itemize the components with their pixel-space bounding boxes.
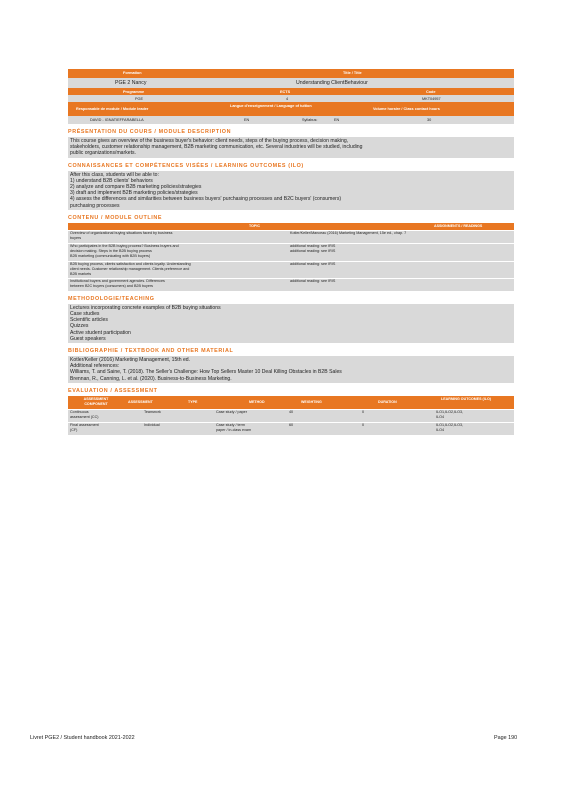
eval-weighting: 40 [289, 409, 294, 414]
title-value: Understanding ClientBehaviour [296, 80, 368, 86]
presentation-title: PRÉSENTATION DU COURS / MODULE DESCRIPTION [68, 129, 232, 135]
eval-outcomes [436, 423, 463, 433]
ilo-line: 2) analyze and compare B2B marketing policies/strategies [70, 184, 202, 191]
table-row [68, 230, 514, 243]
eval-header-component: ASSESSMENT COMPONENT [83, 397, 109, 406]
eval-component-line: (CF) [70, 427, 78, 432]
language-value: EN [244, 118, 250, 122]
eval-method-line: Case study / term [216, 422, 245, 427]
eval-type: Individual [144, 422, 160, 427]
eval-outcomes-line: ILO1,ILO2,ILO3, [436, 422, 464, 427]
ilo-title: CONNAISSANCES ET COMPÉTENCES VISÉES / LEARNING OUTCOMES (ILO) [68, 162, 304, 169]
presentation-line: This course gives an overview of the business buyer's behavior: client needs, steps of the buying process, decision making, [70, 138, 349, 144]
footer-page-number: Page 190 [494, 735, 518, 741]
outline-header-assignments: ASSIGNMENTS / READINGS [434, 224, 483, 229]
eval-title: EVALUATION / ASSESSMENT [68, 387, 158, 394]
eval-method-line: paper / in-class exam [216, 427, 252, 432]
ilo-line: 4) assess the differences and similarities between business buyers' purchasing processes and B2C buyers' (consumers) [70, 196, 342, 203]
ilo-line: 1) understand B2B clients' behaviors [70, 177, 153, 184]
method-body [68, 304, 514, 343]
biblio-line: Brennan, R., Canning, L. et al. (2020). Business-to-Business Marketing. [70, 375, 232, 382]
outline-title: CONTENU / MODULE OUTLINE [68, 214, 163, 221]
outline-assignment [290, 262, 335, 267]
responsable-label: Responsable de module / Module leader [76, 106, 149, 111]
eval-method [216, 423, 251, 433]
method-title: METHODOLOGIE/TEACHING [68, 295, 155, 302]
table-row [68, 261, 514, 278]
footer-handbook: Livret PGE2 / Student handbook 2021-2022 [30, 735, 135, 741]
outline-topic-line: client needs. Customer relationship management. Clients preference and [70, 266, 190, 271]
language-label: Langue d'enseignement / Language of tuition [230, 103, 312, 108]
code-value: MKT04957 [422, 96, 441, 101]
eval-component [70, 410, 98, 420]
ilo-body [68, 171, 514, 210]
method-line: Quizzes [70, 323, 89, 330]
eval-header-method: METHOD [249, 400, 265, 405]
eval-duration: 0 [362, 422, 365, 427]
eval-header-weighting: WEIGHTING [301, 400, 322, 405]
outline-topic-line: Who participates in the B2B buying process? Business buyers and [70, 243, 179, 248]
outline-topic-line: Institutional buyers and government agencies. Differences [70, 278, 165, 283]
ilo-line: purchasing processes [70, 202, 120, 209]
biblio-line: Additional references: [70, 363, 120, 370]
table-row [68, 422, 514, 435]
ects-label: ECTS [280, 89, 291, 94]
header-row-formation [68, 69, 514, 78]
eval-outcomes-line: ILO4 [436, 414, 444, 419]
biblio-line: Williams, T. and Saine, T. (2018). The Seller's Challenge: How Top Sellers Master 10 Deal Killing Obstacles in B2B Sales [70, 369, 342, 376]
table-row [68, 243, 514, 261]
biblio-body [68, 356, 514, 383]
outline-assignment-line: Kotler/Keller/Manceau (2016) Marketing Management, 15e ed., chap. 7 [290, 230, 407, 235]
ilo-line: After this class, students will be able to: [70, 171, 159, 178]
eval-outcomes-line: ILO4 [436, 427, 444, 432]
header-row-programme-values [68, 95, 514, 102]
formation-label: Formation [123, 71, 142, 75]
outline-topic-line: B2B marketing (communicating with B2B buyers) [70, 253, 151, 258]
outline-topic-line: buyers [70, 235, 82, 240]
eval-header-duration: DURATION [378, 400, 397, 405]
programme-label: Programme [123, 89, 145, 94]
outline-assignment-line: additional reading: see IRIS [290, 248, 336, 253]
volume-label: Volume horaire / Class contact hours [373, 106, 440, 111]
method-line: Case studies [70, 311, 100, 318]
outline-topic [70, 231, 173, 241]
method-line: Guest speakers [70, 335, 106, 342]
outline-assignment [290, 231, 406, 236]
eval-outcomes-line: ILO1,ILO2,ILO3, [436, 409, 464, 414]
responsable-value: DAVID - IGNATIEFFARABELLA [90, 118, 144, 122]
outline-assignment-line: additional reading: see IRIS [290, 243, 336, 248]
presentation-line: stakeholders, customer relationship management, B2B marketing communication, etc. Several industries will be studied, including [70, 144, 363, 151]
hours-value: 30 [427, 118, 432, 122]
method-line: Lectures incorporating concrete examples of B2B buying situations [70, 304, 221, 311]
outline-topic [70, 279, 165, 289]
outline-header [68, 223, 514, 230]
header-row-programme [68, 88, 514, 95]
table-row [68, 409, 514, 422]
header-row-responsable-values [68, 116, 514, 124]
eval-method-line: Case study / paper [216, 409, 247, 414]
ilo-line: 3) draft and implement B2B marketing policies/strategies [70, 190, 198, 197]
outline-topic-line: B2B buying process, clients satisfaction and clients loyalty. Understanding [70, 261, 191, 266]
outline-assignment-line: additional reading: see IRIS [290, 261, 336, 266]
eval-header-assessment: ASSESSMENT [128, 400, 153, 405]
eval-weighting: 60 [289, 422, 294, 427]
outline-topic [70, 262, 191, 277]
outline-topic-line: Overview of organizational buying situations faced by business [70, 230, 173, 235]
eval-duration: 0 [362, 409, 365, 414]
syllabus-label: Syllabus: [302, 118, 318, 122]
eval-header-outcomes: LEARNING OUTCOMES (ILO) [441, 397, 491, 402]
outline-assignment [290, 279, 335, 284]
eval-method [216, 410, 247, 415]
outline-topic [70, 244, 179, 259]
biblio-title: BIBLIOGRAPHIE / TEXTBOOK AND OTHER MATERIAL [68, 348, 234, 355]
ects-value: 4 [286, 96, 289, 101]
formation-value: PGE 2 Nancy [115, 80, 147, 86]
outline-header-topic: TOPIC [249, 224, 260, 229]
eval-type: Teamwork [144, 409, 161, 414]
outline-topic-line: decision making. Steps in the B2B buying process [70, 248, 152, 253]
eval-outcomes [436, 410, 463, 420]
table-row [68, 278, 514, 291]
course-sheet [68, 69, 514, 435]
eval-component-line: Final assessment [70, 422, 99, 427]
header-row-responsable [68, 102, 514, 116]
eval-header-type: TYPE [188, 400, 198, 405]
outline-assignment-line: additional reading: see IRIS [290, 278, 336, 283]
eval-header [68, 396, 514, 409]
outline-topic-line: B2B markets [70, 271, 92, 276]
biblio-line: Kotler/Keller (2016) Marketing Management, 15th ed. [70, 357, 191, 364]
eval-component-line: Continuous [70, 409, 89, 414]
method-line: Scientific articles [70, 317, 108, 324]
header-row-formation-values [68, 78, 514, 88]
method-line: Active student participation [70, 329, 131, 336]
title-label: Title / Title [343, 71, 362, 75]
presentation-body [68, 137, 514, 158]
outline-assignment [290, 244, 335, 254]
eval-component [70, 423, 99, 433]
syllabus-value: EN [334, 118, 340, 122]
presentation-line: public organizations/markets. [70, 150, 136, 157]
eval-component-line: assessment (CC) [70, 414, 99, 419]
outline-topic-line: between B2C buyers (consumers) and B2B buyers [70, 283, 154, 288]
programme-value: PGE [135, 96, 144, 101]
code-label: Code [426, 89, 436, 94]
